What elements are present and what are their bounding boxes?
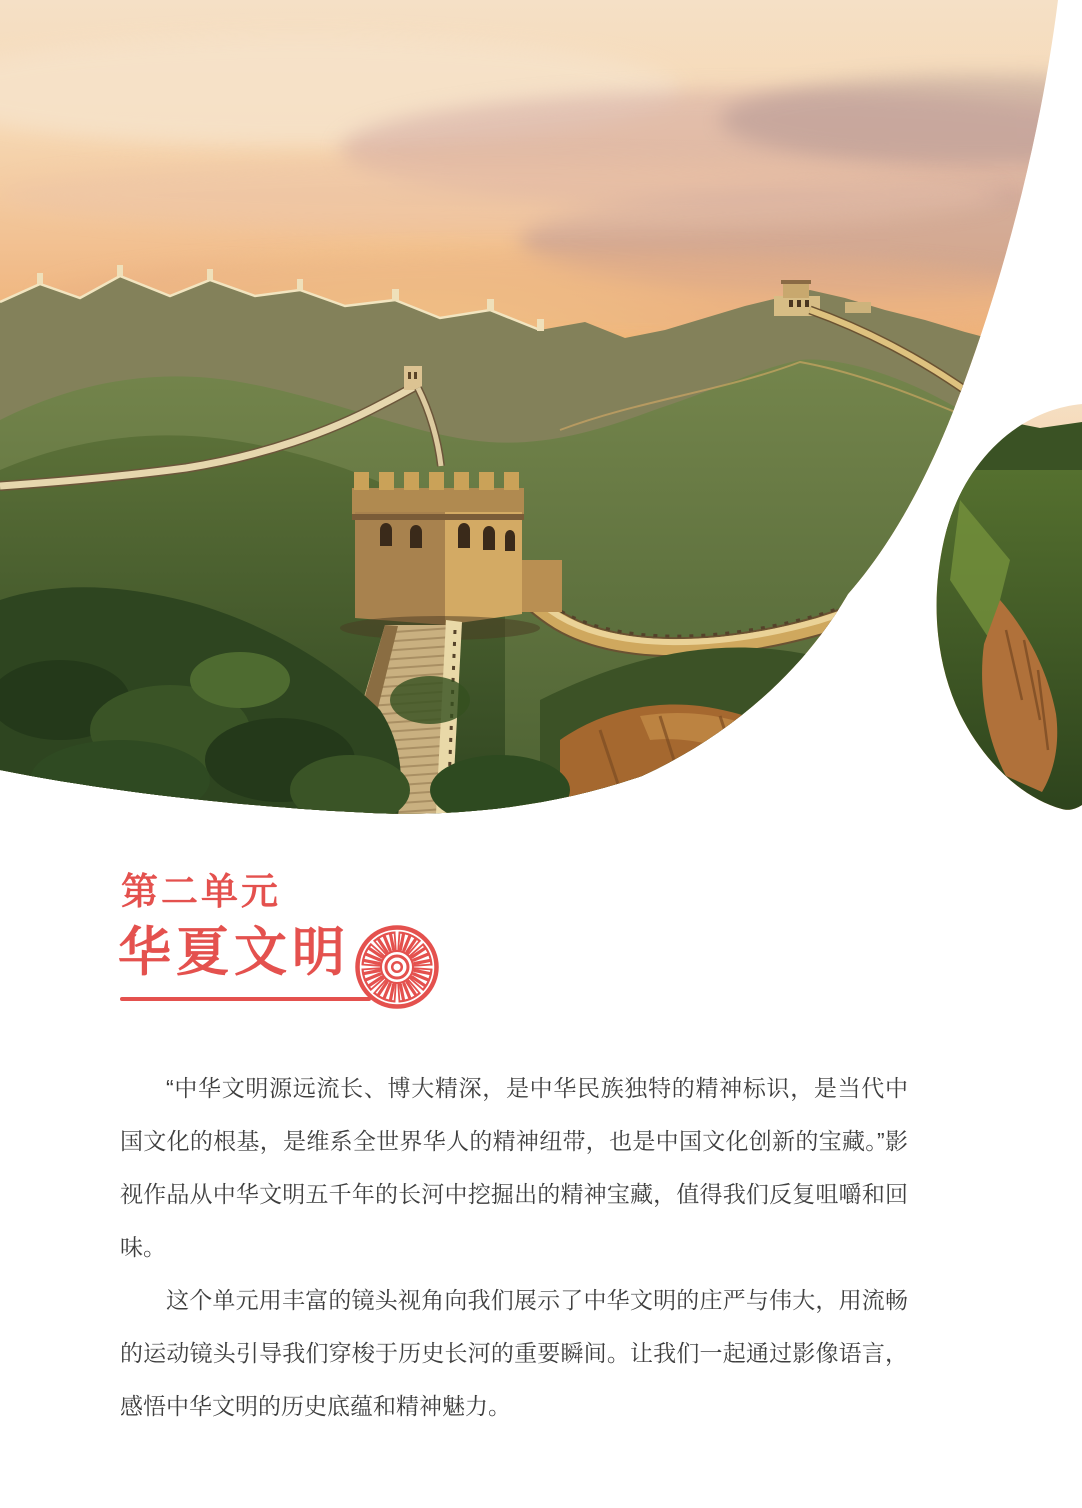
title-underline — [120, 997, 371, 1001]
unit-number: 第二单元 — [121, 871, 281, 912]
intro-paragraph: 这个单元用丰富的镜头视角向我们展示了中华文明的庄严与伟大，用流畅的运动镜头引导我们穿梭于历史长河的重要瞬间。让我们一起通过影像语言，感悟中华文明的历史底蕴和精神魅力。 — [120, 1287, 908, 1419]
intro-text — [120, 1062, 908, 1433]
wheel-medallion-icon — [353, 923, 441, 1011]
unit-title: 华夏文明 — [118, 923, 350, 982]
photo-fragment-group — [930, 390, 1082, 822]
intro-paragraph: “中华文明源远流长、博大精深，是中华民族独特的精神标识，是当代中国文化的根基，是维系全世界华人的精神纽带，也是中国文化创新的宝藏。”影视作品从中华文明五千年的长河中挖掘出的精神宝藏，值得我们反复咀嚼和回味。 — [120, 1075, 908, 1260]
